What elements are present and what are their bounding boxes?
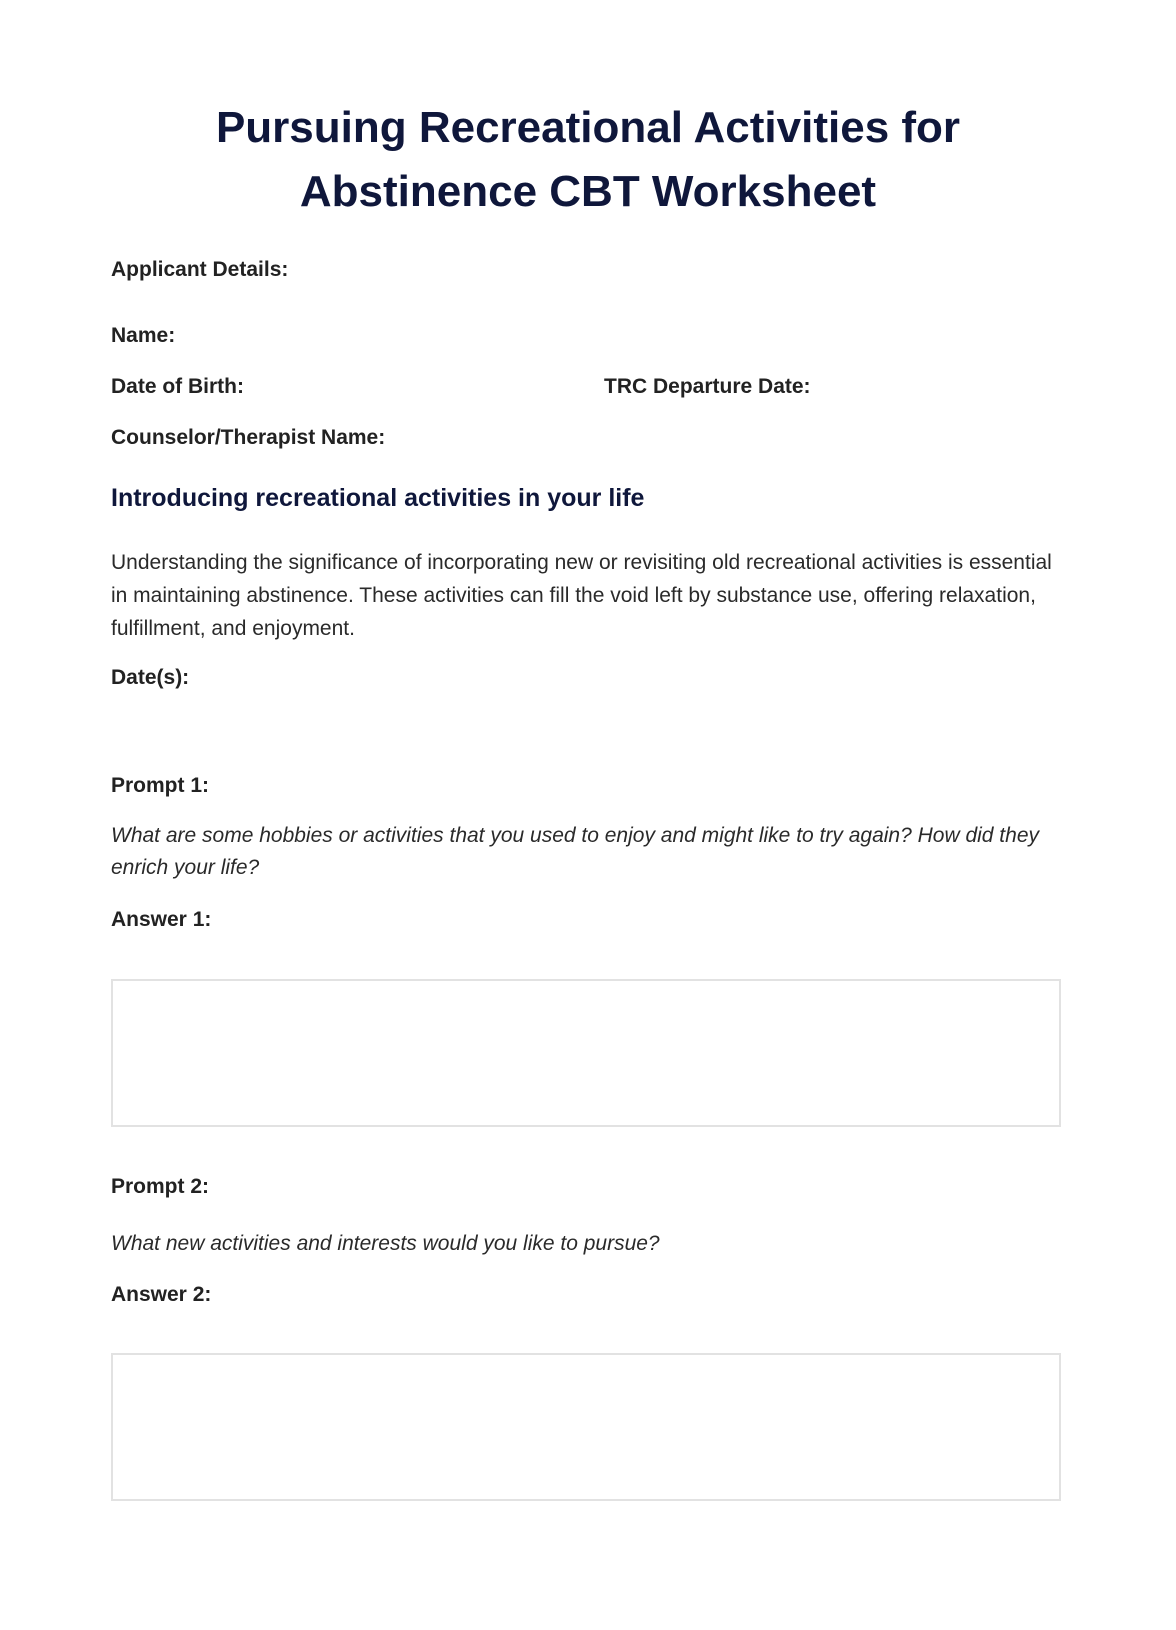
prompt-2-text: What new activities and interests would you like to pursue?: [111, 1232, 660, 1255]
answer-1-label: Answer 1:: [111, 908, 212, 931]
name-label: Name:: [111, 324, 176, 347]
date-of-birth-label: Date of Birth:: [111, 375, 244, 398]
section-body-text: Understanding the significance of incorporating new or revisiting old recreational activities is essential in maintaining abstinence. These activities can fill the void left by substance use, offering relaxation, fulfillment, and enjoyment.: [111, 551, 1052, 640]
title-line-2: Abstinence CBT Worksheet: [299, 167, 877, 216]
answer-2-box[interactable]: [111, 1353, 1061, 1501]
prompt-2-label: Prompt 2:: [111, 1175, 210, 1198]
prompt-1-label: Prompt 1:: [111, 774, 210, 797]
answer-2-label: Answer 2:: [111, 1283, 212, 1306]
title-line-1: Pursuing Recreational Activities for: [215, 103, 961, 152]
prompt-1-text: What are some hobbies or activities that you used to enjoy and might like to try again? How did they enrich your life?: [111, 824, 1039, 879]
dates-label: Date(s):: [111, 666, 190, 689]
counselor-therapist-name-label: Counselor/Therapist Name:: [111, 426, 386, 449]
applicant-details-heading: Applicant Details:: [111, 258, 289, 281]
trc-departure-date-label: TRC Departure Date:: [604, 375, 811, 398]
page-title: [0, 96, 1176, 224]
answer-1-box[interactable]: [111, 979, 1061, 1127]
section-heading: Introducing recreational activities in your life: [111, 484, 645, 512]
